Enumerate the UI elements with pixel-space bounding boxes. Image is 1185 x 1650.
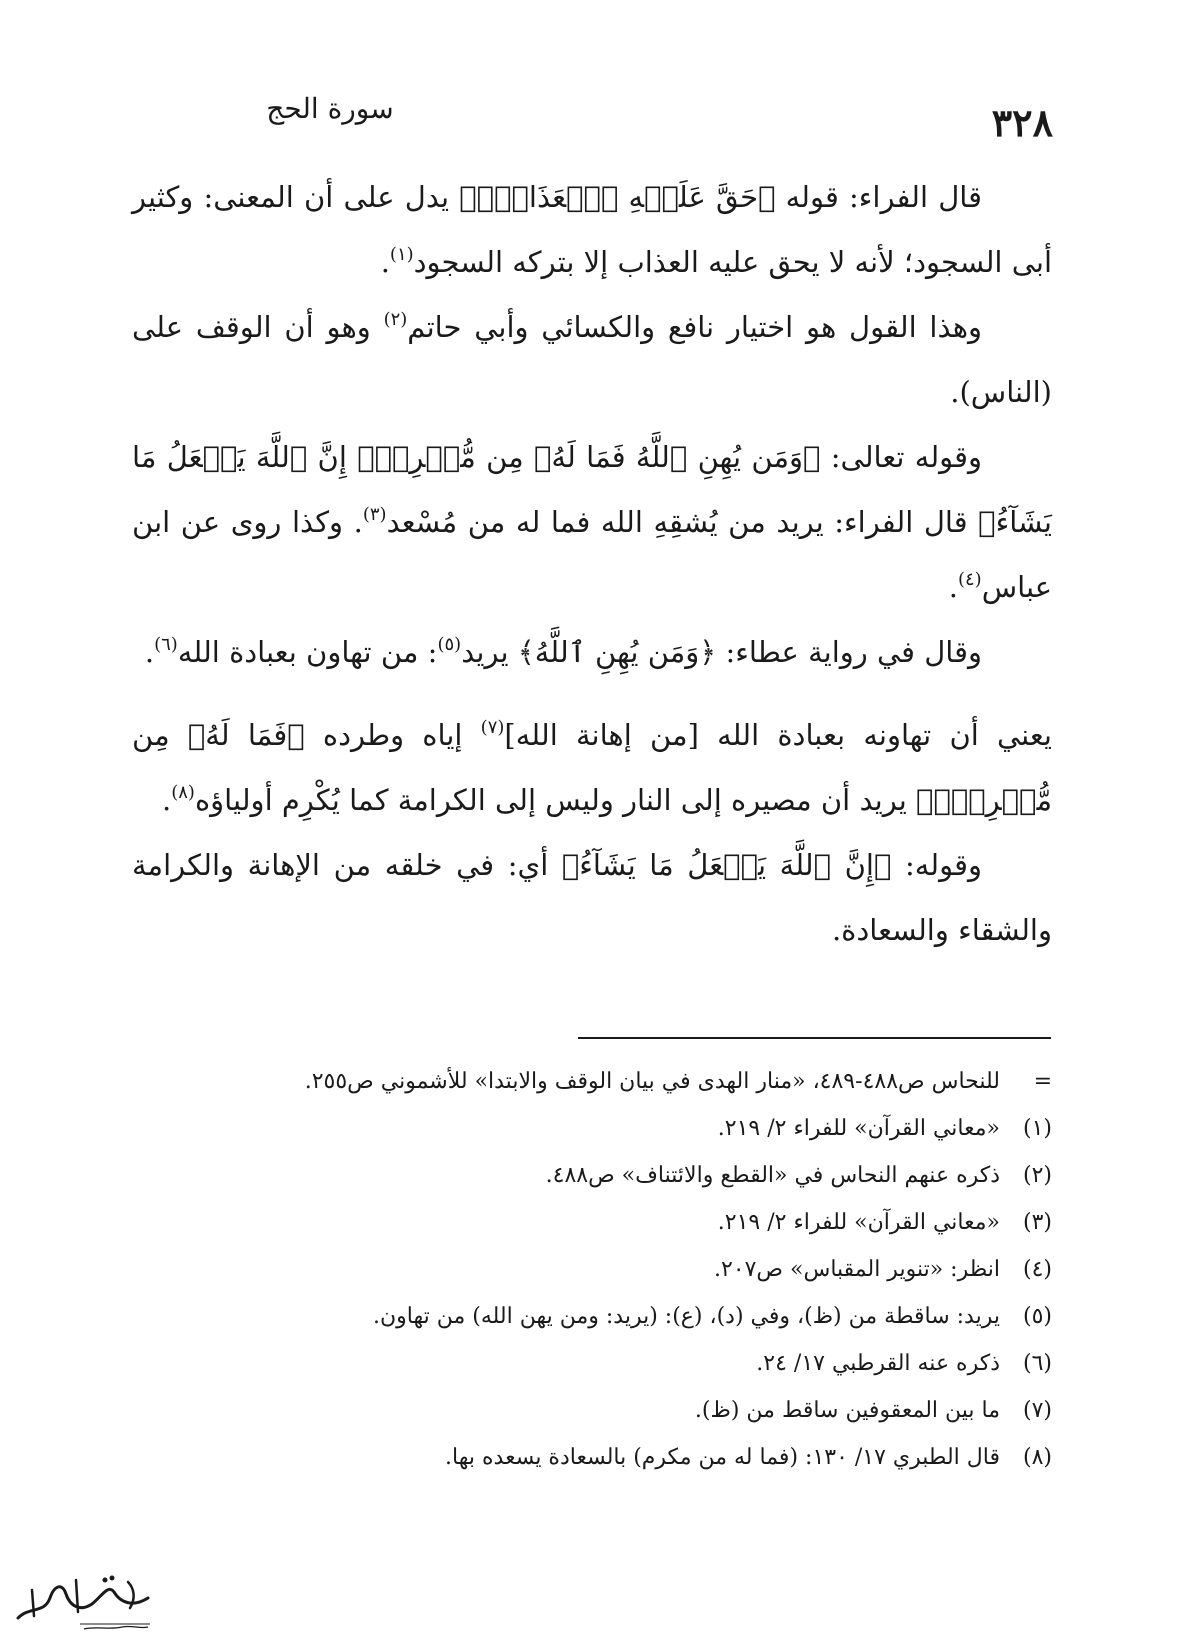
footnote-ref-3[interactable]: (٣) — [362, 504, 387, 525]
paragraph-3-end: . — [948, 570, 958, 604]
footnote-text: ما بين المعقوفين ساقط من (ظ). — [694, 1398, 1000, 1423]
footnote-7 — [132, 1387, 1052, 1434]
paragraph-5-end: . — [161, 783, 172, 817]
footnote-separator — [578, 1037, 1051, 1039]
footnote-continuation-marker: = — [1033, 1069, 1052, 1094]
footnote-ref-4[interactable]: (٤) — [957, 569, 982, 590]
footnote-number: (٥) — [1022, 1304, 1052, 1329]
paragraph-3-text-a: وقوله تعالى: ﴿وَمَن يُهِنِ ٱللَّهُ فَمَا لَهُۥ مِن مُّكۡرِمٍۚ إِنَّ ٱللَّهَ يَفۡعَلُ مَا يَشَآءُ﴾ قال الفراء: يريد من يُشقِهِ الله فما له من مُسْعد — [132, 440, 1052, 539]
footnote-continuation — [132, 1058, 1052, 1105]
paragraph-5-text-a: يعني أن تهاونه بعبادة الله [من إهانة الله] — [504, 718, 1052, 752]
paragraph-4-text-a: وقال في رواية عطاء: ﴿وَمَن يُهِنِ ٱللَّهُ﴾ يريد — [461, 635, 982, 669]
footnote-text: قال الطبري ١٧/ ١٣٠: (فما له من مكرم) بالسعادة يسعده بها. — [445, 1445, 1000, 1470]
footnote-text: «معاني القرآن» للفراء ٢/ ٢١٩. — [717, 1210, 1000, 1235]
footnote-number: (٤) — [1022, 1257, 1052, 1282]
footnote-number: (٢) — [1022, 1163, 1052, 1188]
footnote-3 — [132, 1199, 1052, 1246]
footnote-number: (٣) — [1022, 1210, 1052, 1235]
footnote-continuation-text: للنحاس ص٤٨٨-٤٨٩، «منار الهدى في بيان الوقف والابتدا» للأشموني ص٢٥٥. — [304, 1069, 1000, 1094]
page-number: ٣٢٨ — [991, 100, 1053, 145]
footnote-text: انظر: «تنوير المقباس» ص٢٠٧. — [713, 1257, 1000, 1282]
paragraph-2-text-a: وهذا القول هو اختيار نافع والكسائي وأبي حاتم — [407, 310, 982, 344]
paragraph-2 — [132, 295, 1052, 425]
footnote-ref-1[interactable]: (١) — [389, 244, 414, 265]
footnote-ref-2[interactable]: (٢) — [383, 309, 408, 330]
footnotes — [132, 1058, 1052, 1481]
running-title: سورة الحج — [266, 92, 394, 125]
footnote-6 — [132, 1340, 1052, 1387]
footnote-ref-7[interactable]: (٧) — [480, 717, 505, 738]
paragraph-5-text-b: إياه وطرده ﴿فَمَا لَهُۥ مِن مُّكۡرِمٍۚ﴾ يريد أن مصيره إلى النار وليس إلى الكرامة كما يُكْرِم أولياؤه — [132, 718, 1052, 817]
main-text — [132, 165, 1052, 963]
paragraph-4-end: . — [144, 635, 155, 669]
footnote-number: (٨) — [1022, 1445, 1052, 1470]
paragraph-2-text-b: وهو أن الوقف على (الناس). — [132, 310, 1052, 409]
paragraph-3-text-b: . وكذا روى عن ابن عباس — [132, 505, 1052, 604]
footnote-5 — [132, 1293, 1052, 1340]
footnote-4 — [132, 1246, 1052, 1293]
footnote-ref-5[interactable]: (٥) — [437, 634, 462, 655]
footnote-number: (١) — [1022, 1116, 1052, 1141]
paragraph-6: وقوله: ﴿إِنَّ ٱللَّهَ يَفۡعَلُ مَا يَشَآءُ﴾ أي: في خلقه من الإهانة والكرامة والشقاء والسعادة. — [132, 848, 1052, 947]
paragraph-1-end: . — [380, 245, 390, 279]
paragraph-1 — [132, 165, 1052, 295]
footnote-number: (٦) — [1022, 1351, 1052, 1376]
paragraph-5 — [132, 703, 1052, 833]
footnote-text: ذكره عنه القرطبي ١٧/ ٢٤. — [756, 1351, 1000, 1376]
footnote-text: «معاني القرآن» للفراء ٢/ ٢١٩. — [717, 1116, 1000, 1141]
footnote-2 — [132, 1152, 1052, 1199]
footnote-8 — [132, 1434, 1052, 1481]
paragraph-4 — [132, 620, 1052, 685]
footnote-ref-6[interactable]: (٦) — [154, 634, 178, 655]
footnote-1 — [132, 1105, 1052, 1152]
footnote-number: (٧) — [1022, 1398, 1052, 1423]
paragraph-3 — [132, 425, 1052, 620]
footnote-text: ذكره عنهم النحاس في «القطع والائتناف» ص٤٨٨. — [545, 1163, 1000, 1188]
footnote-ref-8[interactable]: (٨) — [171, 782, 195, 803]
paragraph-4-text-b: : من تهاون بعبادة الله — [177, 635, 438, 669]
footnote-text: يريد: ساقطة من (ظ)، وفي (د)، (ع): (يريد: ومن يهن الله) من تهاون. — [373, 1304, 1000, 1329]
library-stamp-logo — [10, 1568, 160, 1634]
paragraph-1-text: قال الفراء: قوله ﴿حَقَّ عَلَيۡهِ ٱلۡعَذَابُۗ﴾ يدل على أن المعنى: وكثير أبى السجود؛ لأنه لا يحق عليه العذاب إلا بتركه السجود — [132, 180, 1052, 279]
